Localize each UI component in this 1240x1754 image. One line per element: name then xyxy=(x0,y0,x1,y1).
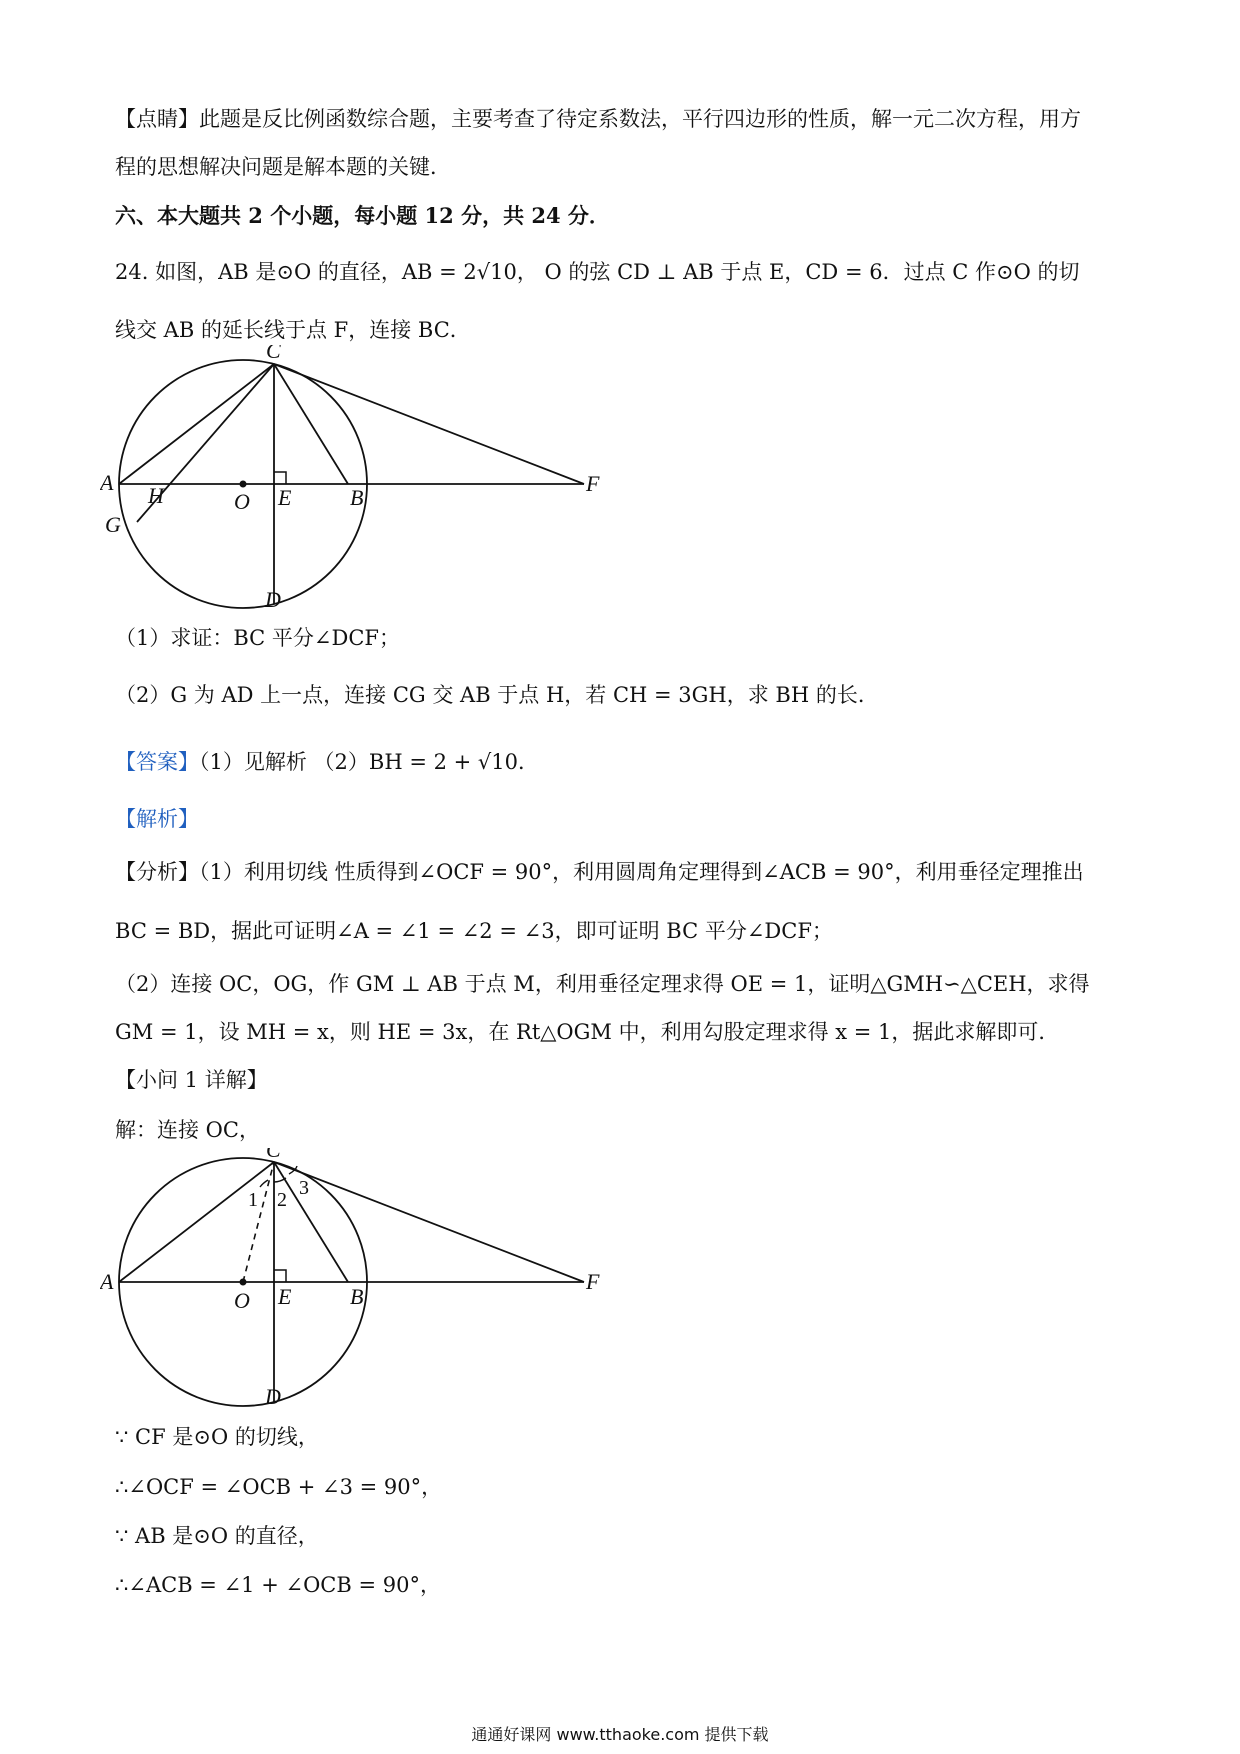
label-o: O xyxy=(234,489,250,514)
answer-label: 【答案】 xyxy=(115,750,199,774)
label-c: C xyxy=(266,345,281,363)
segment-oc-dashed xyxy=(243,1162,274,1282)
label-f: F xyxy=(586,471,600,496)
fenxi-line-4: GM = 1，设 MH = x，则 HE = 3x，在 Rt△OGM 中，利用勾股定理求得 x = 1，据此求解即可． xyxy=(115,1020,1060,1044)
solution-step-3: ∵ AB 是⊙O 的直径， xyxy=(115,1524,319,1548)
fenxi-line-3: （2）连接 OC，OG，作 GM ⊥ AB 于点 M，利用垂径定理求得 OE = 1，证明△GMH∽△CEH，求得 xyxy=(115,972,1090,996)
problem-line-2: 线交 AB 的延长线于点 F，连接 BC． xyxy=(115,318,471,342)
question-2: （2）G 为 AD 上一点，连接 CG 交 AB 于点 H，若 CH = 3GH，求 BH 的长． xyxy=(115,683,879,707)
label-a: A xyxy=(100,470,114,495)
label-a-2: A xyxy=(100,1269,114,1294)
segment-ca xyxy=(119,364,274,484)
label-2: 2 xyxy=(277,1189,287,1211)
label-h: H xyxy=(148,483,164,508)
sub1-label: 【小问 1 详解】 xyxy=(115,1068,268,1092)
right-angle-mark-2 xyxy=(274,1270,286,1282)
fenxi-line-2: BC = BD，据此可证明∠A = ∠1 = ∠2 = ∠3，即可证明 BC 平分∠DCF； xyxy=(115,919,833,943)
page-footer: 通通好课网 www.tthaoke.com 提供下载 xyxy=(471,1725,769,1744)
figure-1 xyxy=(100,345,620,615)
label-f-2: F xyxy=(586,1269,600,1294)
label-e-2: E xyxy=(278,1284,292,1309)
dianjing-line-2: 程的思想解决问题是解本题的关键． xyxy=(115,155,451,179)
label-3: 3 xyxy=(299,1177,309,1199)
solution-intro: 解：连接 OC， xyxy=(115,1118,260,1142)
figure-2 xyxy=(100,1148,620,1418)
solution-step-2: ∴∠OCF = ∠OCB + ∠3 = 90°， xyxy=(115,1475,443,1499)
angle-arc-1 xyxy=(260,1180,268,1187)
segment-cb xyxy=(274,364,348,484)
label-e: E xyxy=(278,485,292,510)
analysis-label: 【解析】 xyxy=(115,807,199,831)
label-b-2: B xyxy=(350,1284,364,1309)
solution-step-4: ∴∠ACB = ∠1 + ∠OCB = 90°， xyxy=(115,1573,441,1597)
answer-line xyxy=(115,748,539,776)
segment-ca-2 xyxy=(119,1162,274,1282)
solution-step-1: ∵ CF 是⊙O 的切线， xyxy=(115,1425,319,1449)
label-g: G xyxy=(105,512,121,537)
center-dot xyxy=(240,481,247,488)
dianjing-line-1: 【点睛】此题是反比例函数综合题，主要考查了待定系数法，平行四边形的性质，解一元二次方程，用方 xyxy=(115,107,1081,131)
label-c-2: C xyxy=(266,1148,281,1162)
question-1: （1）求证：BC 平分∠DCF； xyxy=(115,626,400,650)
right-angle-mark xyxy=(274,472,286,484)
center-dot-2 xyxy=(240,1279,247,1286)
label-o-2: O xyxy=(234,1288,250,1313)
problem-line-1: 24. 如图，AB 是⊙O 的直径，AB = 2√10， O 的弦 CD ⊥ AB 于点 E，CD = 6．过点 C 作⊙O 的切 xyxy=(115,260,1080,284)
fenxi-line-1: 【分析】（1）利用切线 性质得到∠OCF = 90°，利用圆周角定理得到∠ACB = 90°，利用垂径定理推出 xyxy=(115,860,1084,884)
tangent-cf xyxy=(274,364,584,484)
label-d: D xyxy=(265,587,281,612)
label-1: 1 xyxy=(248,1189,258,1211)
answer-text: （1）见解析 （2）BH = 2 + √10． xyxy=(199,750,539,774)
label-b: B xyxy=(350,485,364,510)
segment-cb-2 xyxy=(274,1162,348,1282)
tangent-cf-2 xyxy=(274,1162,584,1282)
label-d-2: D xyxy=(265,1384,281,1409)
section-title: 六、本大题共 2 个小题，每小题 12 分，共 24 分． xyxy=(115,203,610,228)
